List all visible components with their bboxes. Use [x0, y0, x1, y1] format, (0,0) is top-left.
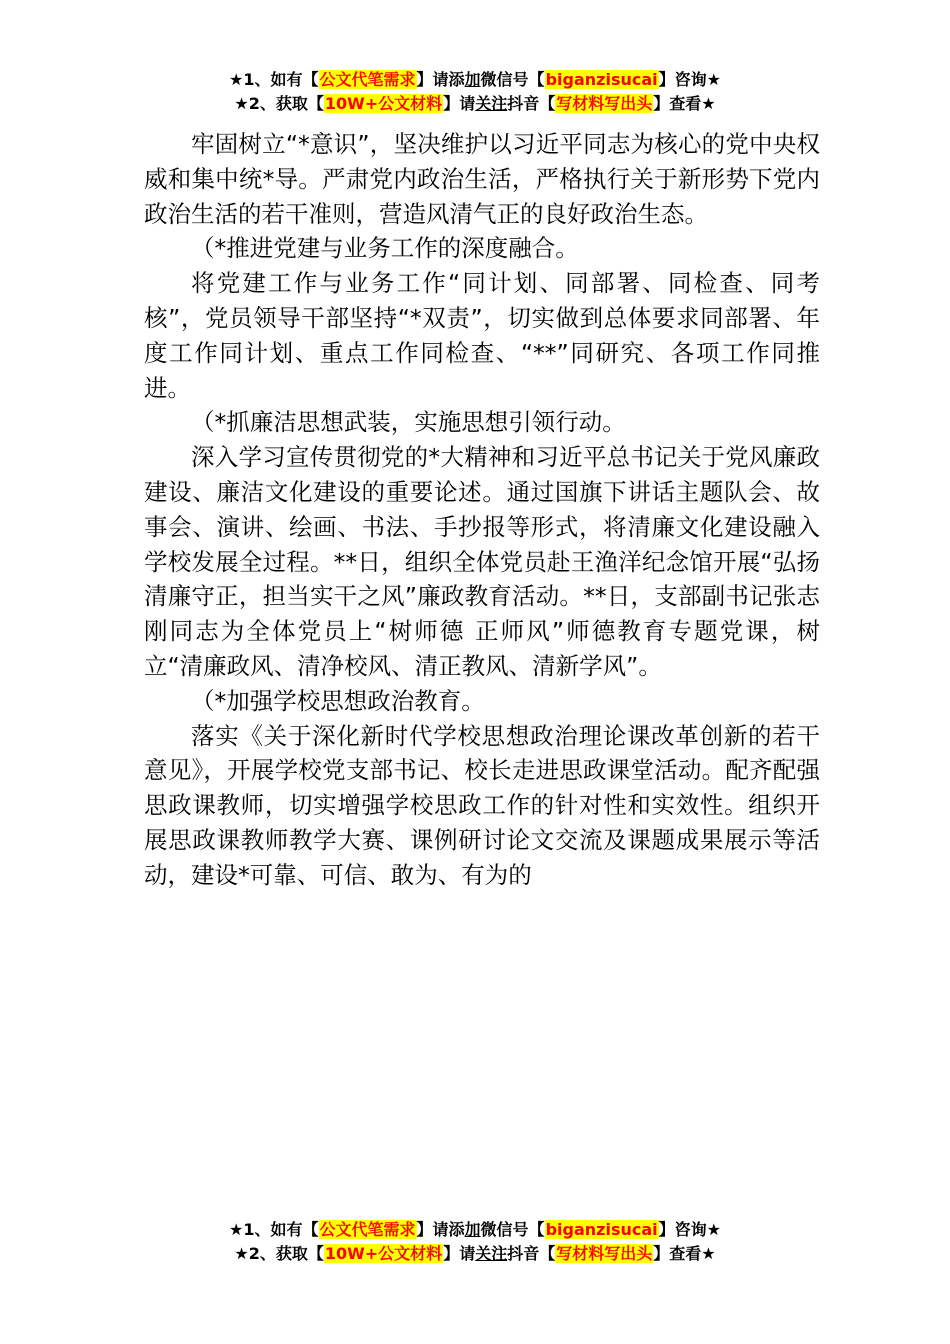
banner-text: 加	[464, 1220, 481, 1239]
banner-text: 抖音【	[507, 1244, 556, 1263]
section-heading: （*抓廉洁思想武装，实施思想引领行动。	[191, 408, 626, 437]
highlight-text: 10W+公文材料	[324, 94, 443, 113]
banner-text: 】查看★	[653, 94, 716, 113]
document-body	[144, 127, 820, 893]
footer-banner	[0, 1218, 950, 1266]
banner-text: ★2、获取【	[234, 1244, 324, 1263]
wechat-id: biganzisucai	[545, 70, 658, 89]
paragraph: 牢固树立“*意识”，坚决维护以习近平同志为核心的党中央权威和集中统*导。严肃党内政治生活，严格执行关于新形势下党内政治生活的若干准则，营造风清气正的良好政治生态。	[144, 130, 820, 228]
banner-line-1	[0, 68, 950, 92]
banner-text: 】请添	[416, 70, 465, 89]
banner-text: 抖音【	[507, 94, 556, 113]
highlight-text: 公文代笔需求	[319, 1220, 416, 1239]
banner-line-1	[0, 1218, 950, 1242]
banner-text: 】请添	[416, 1220, 465, 1239]
banner-text: 】咨询★	[658, 70, 721, 89]
douyin-name: 写材料写出头	[556, 94, 653, 113]
wechat-id: biganzisucai	[545, 1220, 658, 1239]
banner-line-2	[0, 92, 950, 116]
banner-line-2	[0, 1242, 950, 1266]
paragraph: 落实《关于深化新时代学校思想政治理论课改革创新的若干意见》，开展学校党支部书记、校长走进思政课堂活动。配齐配强思政课教师，切实增强学校思政工作的针对性和实效性。组织开展思政课教师教学大赛、课例研讨论文交流及课题成果展示等活动，建设*可靠、可信、敢为、有为的	[144, 721, 820, 889]
section-heading: （*加强学校思想政治教育。	[191, 686, 485, 715]
banner-text: 】查看★	[653, 1244, 716, 1263]
highlight-text: 公文代笔需求	[319, 70, 416, 89]
banner-text: 微信号【	[480, 1220, 545, 1239]
banner-text: 】请	[443, 1244, 476, 1263]
header-banner	[0, 68, 950, 116]
banner-text: ★1、如有【	[229, 1220, 319, 1239]
douyin-name: 写材料写出头	[556, 1244, 653, 1263]
banner-text: 】请	[443, 94, 476, 113]
banner-text: 加	[464, 70, 481, 89]
banner-text: 关注	[475, 94, 508, 113]
highlight-text: 10W+公文材料	[324, 1244, 443, 1263]
paragraph: 将党建工作与业务工作“同计划、同部署、同检查、同考核”，党员领导干部坚持“*双责”，切实做到总体要求同部署、年度工作同计划、重点工作同检查、“**”同研究、各项工作同推进。	[144, 269, 820, 402]
banner-text: 】咨询★	[658, 1220, 721, 1239]
paragraph: 深入学习宣传贯彻党的*大精神和习近平总书记关于党风廉政建设、廉洁文化建设的重要论述。通过国旗下讲话主题队会、故事会、演讲、绘画、书法、手抄报等形式，将清廉文化建设融入学校发展全过程。**日，组织全体党员赴王渔洋纪念馆开展“弘扬清廉守正，担当实干之风”廉政教育活动。**日，支部副书记张志刚同志为全体党员上“树师德 正师风”师德教育专题党课，树立“清廉政风、清净校风、清正教风、清新学风”。	[144, 443, 820, 680]
banner-text: 微信号【	[480, 70, 545, 89]
section-heading: （*推进党建与业务工作的深度融合。	[191, 234, 579, 263]
banner-text: ★2、获取【	[234, 94, 324, 113]
banner-text: ★1、如有【	[229, 70, 319, 89]
banner-text: 关注	[475, 1244, 508, 1263]
